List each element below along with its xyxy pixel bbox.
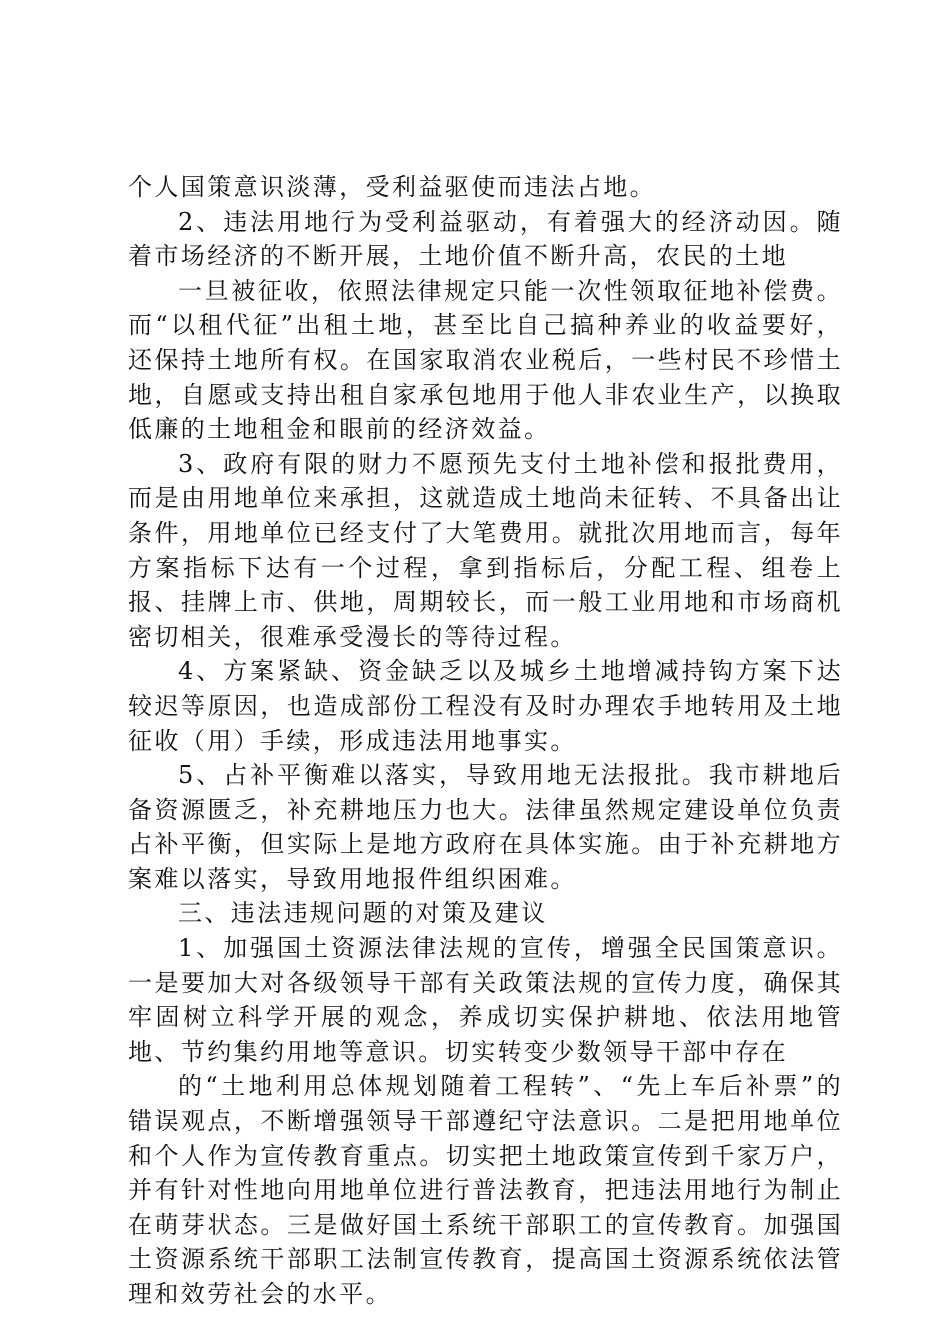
paragraph-1: 个人国策意识淡薄，受利益驱使而违法占地。 bbox=[128, 173, 656, 201]
document-body bbox=[128, 170, 843, 1312]
paragraph-4: 3、政府有限的财力不愿预先支付土地补偿和报批费用，而是由用地单位来承担，这就造成土地尚未征转、不具备出让条件，用地单位已经支付了大笔费用。就批次用地而言，每年方案指标下达有一个过程，拿到指标后，分配工程、组卷上报、挂牌上市、供地，周期较长，而一般工业用地和市场商机密切相关，很难承受漫长的等待过程。 bbox=[128, 449, 843, 651]
paragraph-7: 1、加强国土资源法律法规的宣传，增强全民国策意识。一是要加大对各级领导干部有关政策法规的宣传力度，确保其牢固树立科学开展的观念，养成切实保护耕地、依法用地管地、节约集约用地等意识。切实转变少数领导干部中存在 bbox=[128, 934, 843, 1066]
paragraph-2: 2、违法用地行为受利益驱动，有着强大的经济动因。随着市场经济的不断开展，土地价值不断升高，农民的土地 bbox=[128, 207, 843, 271]
section-heading: 三、违法违规问题的对策及建议 bbox=[178, 899, 548, 928]
paragraph-8: 的“土地利用总体规划随着工程转”、“先上车后补票”的错误观点，不断增强领导干部遵纪守法意识。二是把用地单位和个人作为宣传教育重点。切实把土地政策宣传到千家万户，并有针对性地向用地单位进行普法教育，把违法用地行为制止在萌芽状态。三是做好国土系统干部职工的宣传教育。加强国土资源系统干部职工法制宣传教育，提高国土资源系统依法管理和效劳社会的水平。 bbox=[128, 1072, 843, 1308]
paragraph-6: 5、占补平衡难以落实，导致用地无法报批。我市耕地后备资源匮乏，补充耕地压力也大。法律虽然规定建设单位负责占补平衡，但实际上是地方政府在具体实施。由于补充耕地方案难以落实，导致用地报件组织困难。 bbox=[128, 761, 843, 893]
paragraph-3: 一旦被征收，依照法律规定只能一次性领取征地补偿费。而“以租代征”出租土地，甚至比自己搞种养业的收益要好，还保持土地所有权。在国家取消农业税后，一些村民不珍惜土地，自愿或支持出租自家承包地用于他人非农业生产，以换取低廉的土地租金和眼前的经济效益。 bbox=[128, 276, 843, 444]
paragraph-5: 4、方案紧缺、资金缺乏以及城乡土地增减持钩方案下达较迟等原因，也造成部份工程没有及时办理农手地转用及土地征收（用）手续，形成违法用地事实。 bbox=[128, 657, 843, 755]
